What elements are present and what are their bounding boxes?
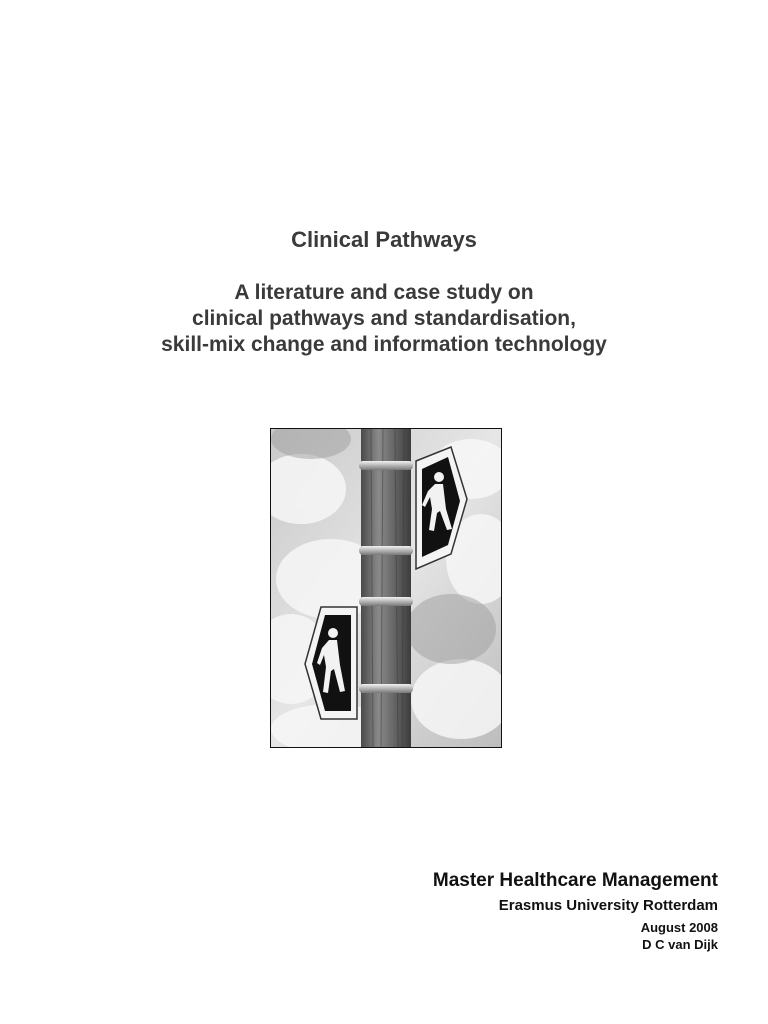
- document-title: Clinical Pathways: [291, 227, 477, 252]
- author-name: D C van Dijk: [642, 937, 718, 952]
- subtitle-line-1: A literature and case study on: [234, 281, 534, 304]
- program-name: Master Healthcare Management: [432, 870, 718, 891]
- pole-with-signs-illustration: [271, 429, 501, 747]
- subtitle-line-2: clinical pathways and standardisation,: [192, 307, 576, 330]
- publication-date: August 2008: [640, 920, 718, 935]
- cover-photo: [270, 428, 502, 748]
- document-subtitle: [0, 280, 768, 358]
- author-block: [433, 870, 718, 954]
- university-name: Erasmus University Rotterdam: [498, 897, 718, 914]
- subtitle-line-3: skill-mix change and information technology: [161, 333, 607, 356]
